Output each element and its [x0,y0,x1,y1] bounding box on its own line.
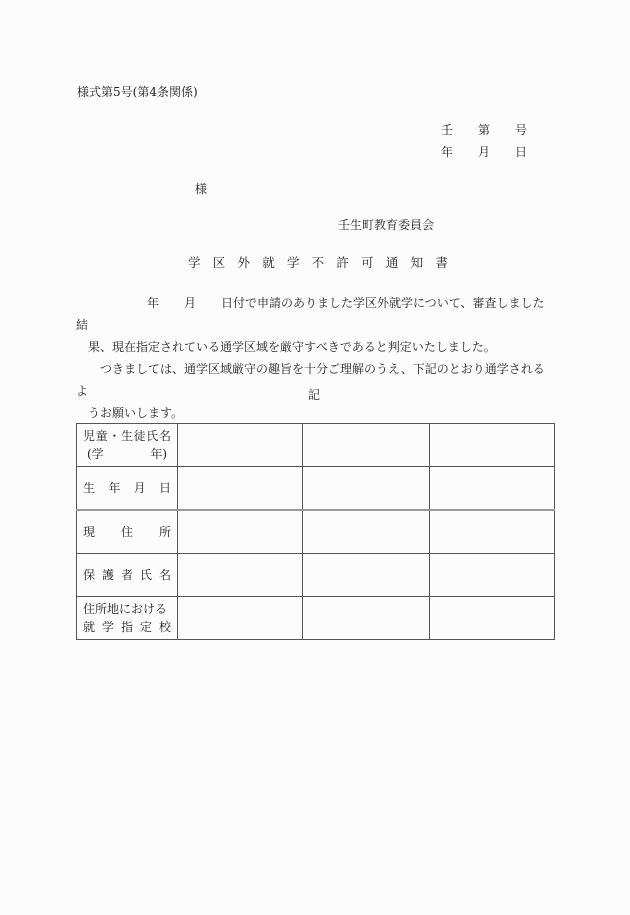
issuer: 壬生町教育委員会 [338,218,435,232]
label-char: 徒 [133,429,146,443]
table-cell[interactable] [178,424,303,467]
title-char: 学 [188,255,201,270]
table-row [77,510,555,554]
paragraph-2-line-1: つきましては、通学区域厳守の趣旨を十分ご理解のうえ、下記のとおり通学されるよ [76,362,545,398]
reference-go: 号 [515,123,528,137]
table-cell[interactable] [303,597,430,640]
paragraph-1-line-1: 日付で申請のありました学区外就学について、審査しました結 [76,296,545,332]
label-char: 定 [139,620,152,634]
application-month: 月 [184,296,197,310]
label-char: 氏 [146,429,159,443]
label-char: 名 [158,429,171,443]
label-char: 現 [83,525,96,539]
ki-heading: 記 [308,388,321,402]
reference-prefix: 壬 [441,123,454,137]
table-cell[interactable] [430,554,555,597]
label-guardian-name [77,554,178,597]
table-row [77,554,555,597]
label-line [83,523,171,541]
table-row [77,467,555,511]
label-birth-date [77,467,178,511]
label-line [83,566,171,584]
title-char: 就 [262,255,275,270]
label-char: 護 [101,568,114,582]
paragraph-1 [76,292,556,358]
label-char: 住 [120,525,133,539]
table-cell[interactable] [178,597,303,640]
label-student-name [77,424,178,467]
form-id: 様式第5号(第4条関係) [77,85,198,99]
body-text [76,292,556,424]
label-line [83,479,171,497]
title-char: 知 [410,255,424,270]
student-info-table [76,423,555,640]
label-line: 住所地における [83,602,168,616]
label-line [83,618,171,636]
reference-dai: 第 [478,123,491,137]
addressee: 様 [195,182,208,196]
label-designated-school [77,597,178,640]
label-line [83,427,171,445]
label-char: 者 [120,568,133,582]
label-char: 年 [108,481,121,495]
label-char: 所 [158,525,171,539]
title-char: 学 [286,255,300,270]
label-char: 就 [83,620,96,634]
application-date [76,292,221,314]
label-char: 月 [133,481,146,495]
table-row [77,424,555,467]
title-char: 外 [237,255,250,270]
table-cell[interactable] [303,424,430,467]
table-cell[interactable] [178,510,303,554]
title-char: 不 [311,255,325,270]
grade-close: 年) [150,447,167,461]
title-char: 区 [212,255,226,270]
table-cell[interactable] [430,510,555,554]
table-cell[interactable] [303,510,430,554]
issue-date-year: 年 [441,145,454,159]
paragraph-1-line-2: 果、現在指定されている通学区域を厳守すべきであると判定いたしました。 [88,340,496,354]
grade-open: (学 [87,447,104,461]
table-row [77,597,555,640]
title-char: 許 [336,255,349,270]
label-char: 氏 [139,568,152,582]
label-grade-line [83,445,171,463]
title-char: 通 [385,255,399,270]
label-char: 児 [83,429,96,443]
document-title [188,257,448,270]
table-cell[interactable] [430,597,555,640]
table-cell[interactable] [303,467,430,511]
table-cell[interactable] [178,467,303,511]
label-current-address [77,510,178,554]
label-char: 学 [101,620,114,634]
table-cell[interactable] [430,424,555,467]
label-char: 日 [158,481,171,495]
label-char: 生 [120,429,133,443]
label-char: ・ [108,429,121,443]
label-char: 保 [83,568,96,582]
paragraph-2-line-2: うお願いします。 [88,406,184,420]
label-char: 名 [158,568,171,582]
title-char: 可 [361,255,374,270]
table-cell[interactable] [430,467,555,511]
label-char: 校 [158,620,171,634]
label-char: 生 [83,481,96,495]
label-char: 童 [95,429,108,443]
table-cell[interactable] [178,554,303,597]
issue-date-month: 月 [478,145,491,159]
label-char: 指 [120,620,133,634]
table-cell[interactable] [303,554,430,597]
application-year: 年 [147,296,160,310]
issue-date-day: 日 [515,145,528,159]
title-char: 書 [435,255,448,270]
